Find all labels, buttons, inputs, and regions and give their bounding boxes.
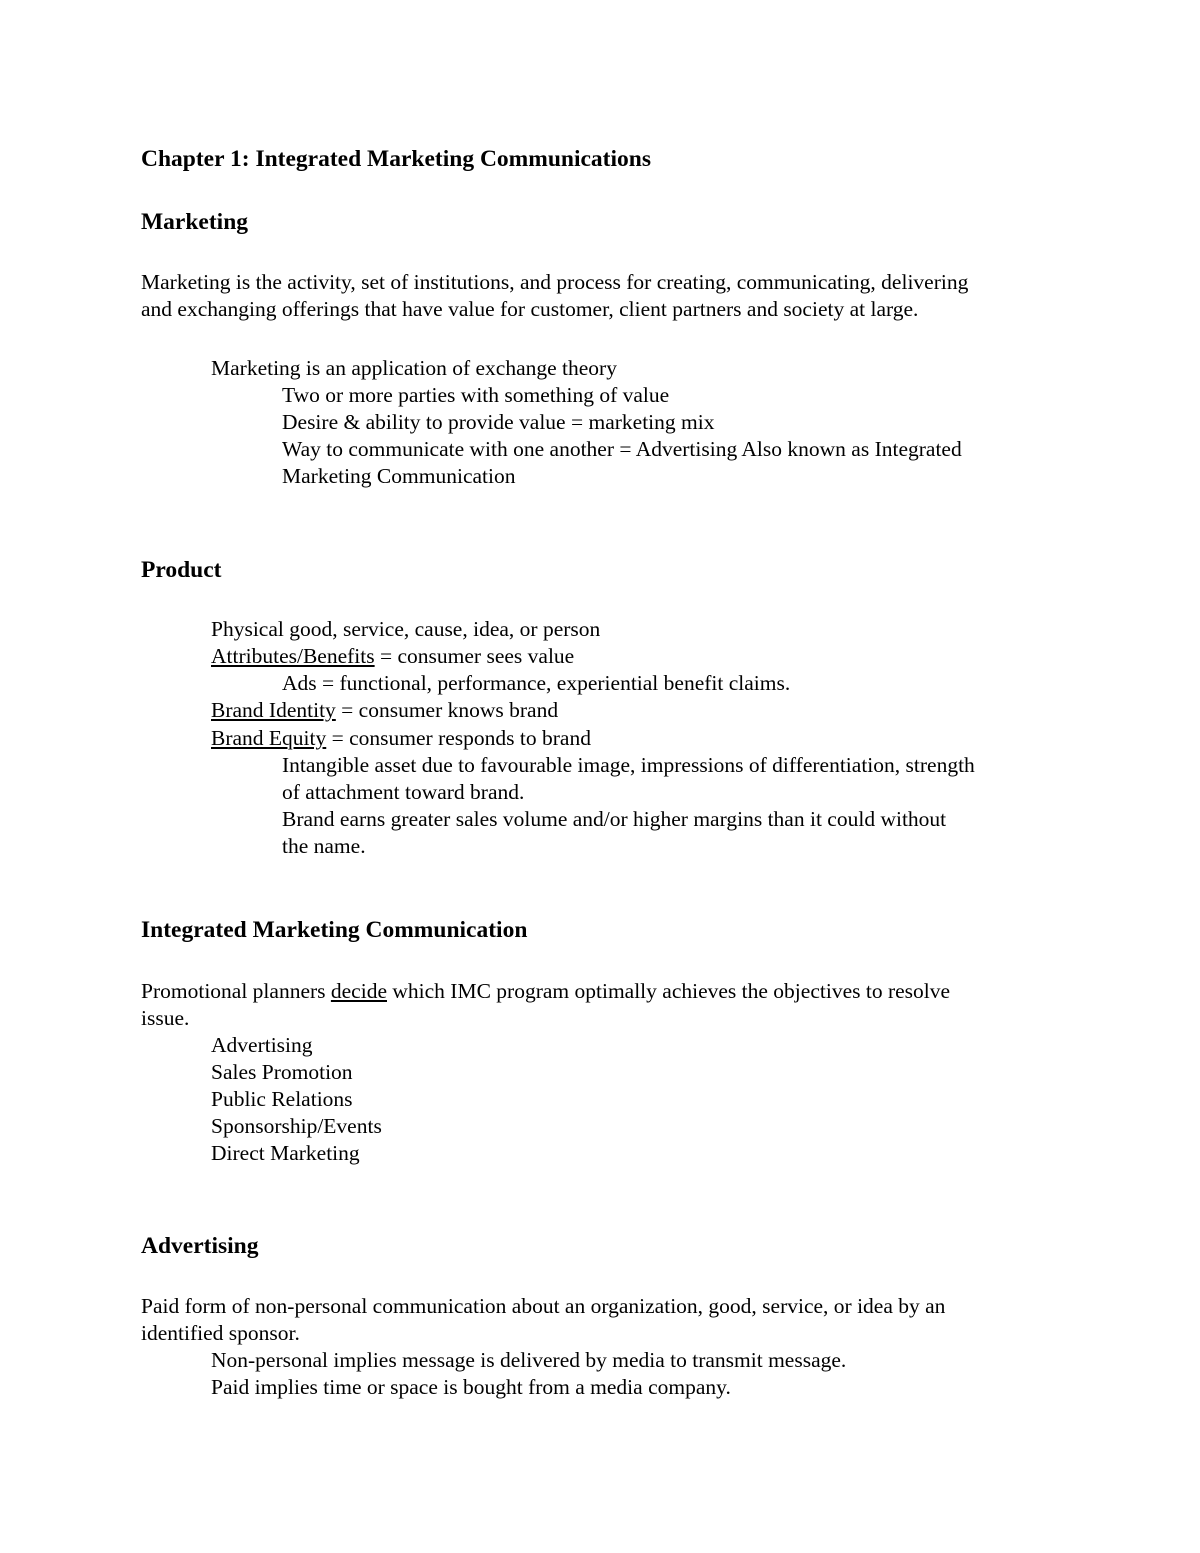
exchange-point-2: Desire & ability to provide value = marketing mix	[282, 410, 715, 434]
page-title: Chapter 1: Integrated Marketing Communications	[141, 146, 652, 172]
imc-intro-after: which IMC program optimally achieves the objectives to resolve	[387, 979, 951, 1003]
ads-benefit-claims: Ads = functional, performance, experiential benefit claims.	[282, 671, 791, 695]
imc-list-item: Sponsorship/Events	[211, 1114, 382, 1138]
imc-list-item: Public Relations	[211, 1087, 353, 1111]
equity-point-2-line1: Brand earns greater sales volume and/or higher margins than it could without	[282, 807, 947, 831]
section-heading-product: Product	[141, 557, 222, 583]
exchange-point-3-line1: Way to communicate with one another = Advertising Also known as Integrated	[282, 437, 962, 461]
equity-point-1-line2: of attachment toward brand.	[282, 780, 525, 804]
brand-identity-line	[211, 697, 558, 724]
imc-list-item: Advertising	[211, 1033, 313, 1057]
attributes-description: = consumer sees value	[374, 644, 575, 668]
brand-equity-term: Brand Equity	[211, 726, 327, 750]
imc-intro-before: Promotional planners	[141, 979, 331, 1003]
equity-point-2-line2: the name.	[282, 834, 366, 858]
attributes-line	[211, 643, 574, 670]
section-heading-imc: Integrated Marketing Communication	[141, 917, 528, 943]
advertising-definition-line1: Paid form of non-personal communication about an organization, good, service, or idea by an	[141, 1294, 946, 1318]
exchange-point-1: Two or more parties with something of value	[282, 383, 670, 407]
attributes-term: Attributes/Benefits	[211, 644, 375, 668]
imc-intro-line2: issue.	[141, 1006, 190, 1030]
marketing-definition-line2: and exchanging offerings that have value for customer, client partners and society at large.	[141, 297, 919, 321]
equity-point-1-line1: Intangible asset due to favourable image, impressions of differentiation, strength	[282, 753, 975, 777]
advertising-point-2: Paid implies time or space is bought from a media company.	[211, 1375, 731, 1399]
marketing-definition-line1: Marketing is the activity, set of institutions, and process for creating, communicating, delivering	[141, 270, 969, 294]
product-definition: Physical good, service, cause, idea, or person	[211, 617, 601, 641]
brand-equity-line	[211, 725, 591, 752]
imc-intro-line1	[141, 978, 950, 1005]
imc-list-item: Direct Marketing	[211, 1141, 360, 1165]
advertising-definition-line2: identified sponsor.	[141, 1321, 300, 1345]
advertising-point-1: Non-personal implies message is delivered by media to transmit message.	[211, 1348, 847, 1372]
section-heading-advertising: Advertising	[141, 1233, 259, 1259]
brand-identity-term: Brand Identity	[211, 698, 336, 722]
imc-intro-term: decide	[330, 979, 387, 1003]
brand-identity-description: = consumer knows brand	[335, 698, 559, 722]
exchange-point-3-line2: Marketing Communication	[282, 464, 516, 488]
exchange-theory-line: Marketing is an application of exchange theory	[211, 356, 617, 380]
imc-list-item: Sales Promotion	[211, 1060, 353, 1084]
section-heading-marketing: Marketing	[141, 209, 249, 235]
brand-equity-description: = consumer responds to brand	[326, 726, 591, 750]
